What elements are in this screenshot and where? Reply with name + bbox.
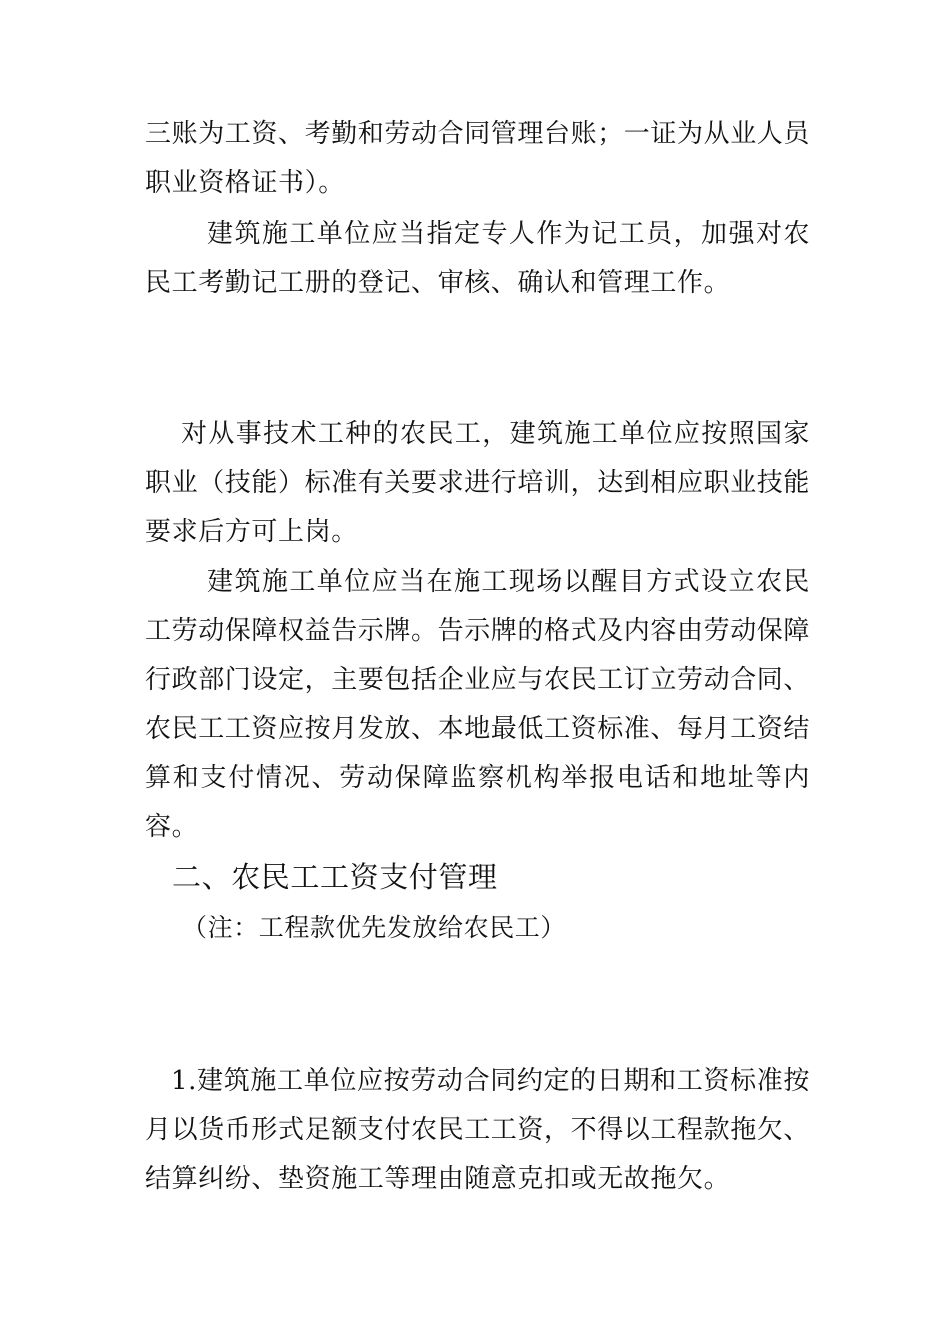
section-heading: 二、农民工工资支付管理 (172, 860, 498, 894)
paragraph-timekeeper: 建筑施工单位应当指定专人作为记工员，加强对农民工考勤记工册的登记、审核、确认和管理工作。 (145, 219, 810, 298)
section-note: （注：工程款优先发放给农民工） (182, 913, 567, 942)
paragraph-accounts-certificate: 三账为工资、考勤和劳动合同管理台账；一证为从业人员职业资格证书）。 (145, 119, 811, 198)
paragraph-skills-training: 对从事技术工种的农民工，建筑施工单位应按照国家职业（技能）标准有关要求进行培训，达到相应职业技能要求后方可上岗。 (145, 419, 811, 547)
paragraph-rights-notice-board: 建筑施工单位应当在施工现场以醒目方式设立农民工劳动保障权益告示牌。告示牌的格式及内容由劳动保障行政部门设定，主要包括企业应与农民工订立劳动合同、农民工工资应按月发放、本地最低工资标准、每月工资结算和支付情况、劳动保障监察机构举报电话和地址等内容。 (145, 567, 811, 842)
paragraph-wage-payment-rule: 1.建筑施工单位应按劳动合同约定的日期和工资标准按月以货币形式足额支付农民工工资，不得以工程款拖欠、结算纠纷、垫资施工等理由随意克扣或无故拖欠。 (145, 1066, 811, 1194)
